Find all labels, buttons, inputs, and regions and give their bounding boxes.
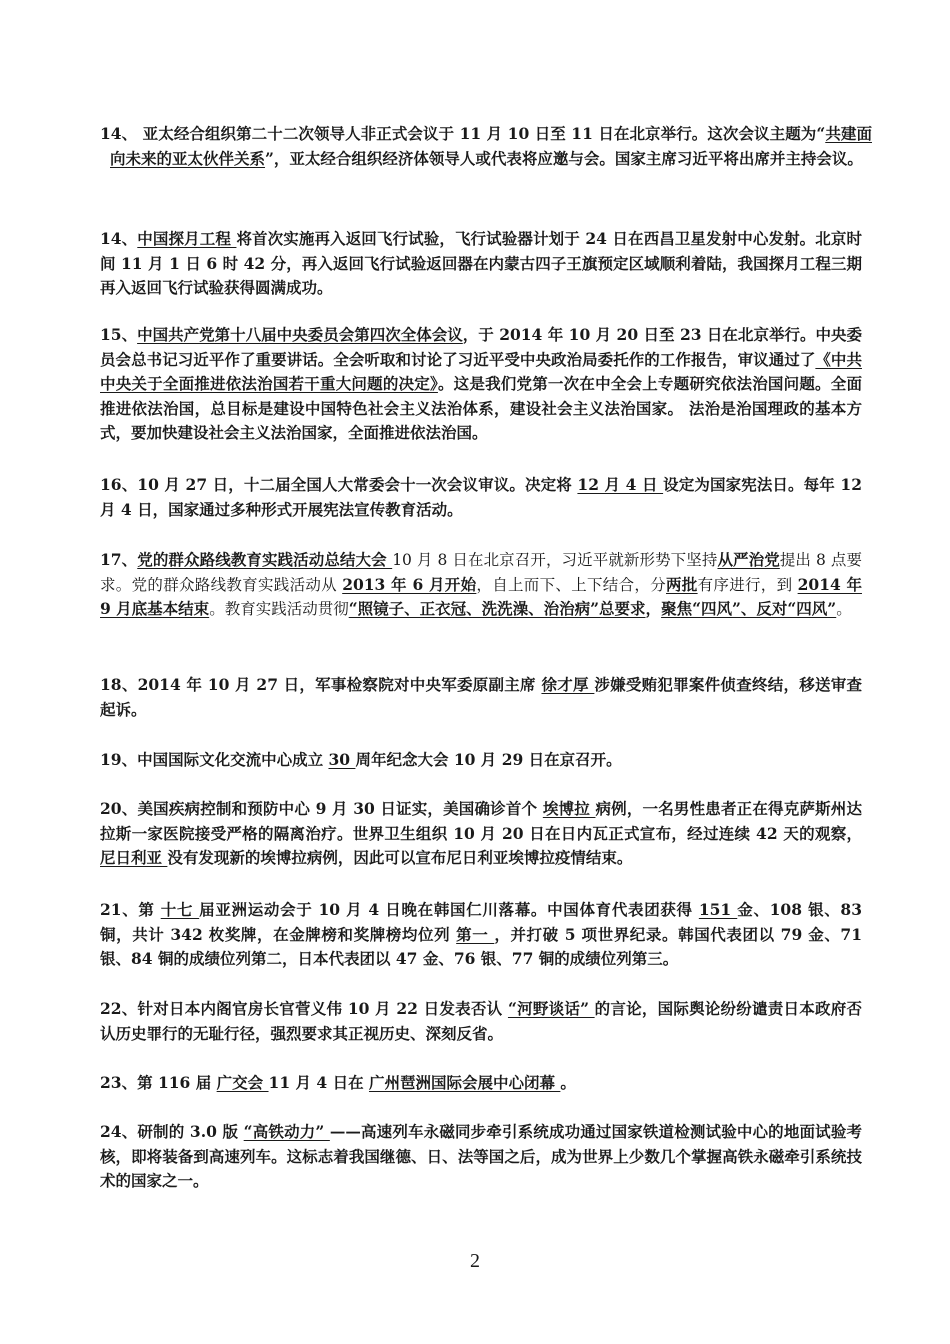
text-segment: 。 [560,1073,576,1092]
news-item-16 [100,473,862,522]
text-segment: 24、研制的 3.0 版 [100,1122,244,1141]
text-segment: ，自上而下、上下结合，分 [476,575,666,594]
text-segment: 周年纪念大会 10 月 29 日在京召开。 [355,750,622,769]
text-segment: 的言论，国际舆论纷纷谴责日本政府否认历史罪行的无耻行径，强烈要求其正视历史、深刻反省。 [100,999,862,1043]
underlined-answer: 广州琶洲国际会展中心闭幕 [368,1073,561,1092]
underlined-answer: 《中共中央关于全面推进依法治国若干重大问题的决定》 [100,349,862,393]
underlined-answer: 第一 [456,924,495,944]
news-item-24 [100,1120,862,1194]
underlined-answer: 聚焦“四风”、反对“四风” [661,599,837,618]
text-segment: 病例，一名男性患者正在得克萨斯州达拉斯一家医院接受严格的隔离治疗。世界卫生组织 10 月 20 日在日内瓦正式宣布，经过连续 42 天的观察， [100,799,862,843]
text-segment: 届亚洲运动会于 10 月 4 日晚在韩国仁川落幕。中国体育代表团获得 [199,900,699,919]
text-segment: ——高速列车永磁同步牵引系统成功通过国家铁道检测试验中心的地面试验考核，即将装备到高速列车。这标志着我国继德、日、法等国之后，成为世界上少数几个掌握高铁永磁牵引系统技术的国家之一。 [100,1122,862,1190]
text-segment: 22、针对日本内阁官房长官菅义伟 10 月 22 日发表否认 [100,999,508,1018]
news-item-14b [100,227,862,301]
underlined-answer: 十七 [160,900,200,919]
news-item-17 [100,548,862,622]
text-segment: 15、 [100,325,138,344]
underlined-answer: “照镜子、正衣冠、洗洗澡、治治病”总要求 [348,599,646,618]
news-item-15 [100,323,862,446]
text-segment: ， [645,599,662,618]
underlined-answer: “河野谈话” [507,999,595,1018]
underlined-answer: 12 月 4 日 [577,475,664,494]
text-segment: 有序进行，到 [697,575,798,594]
underlined-answer: 2014 年 9 月底基本结束 [100,574,862,618]
underlined-answer: 徐才厚 [541,675,595,694]
text-segment: 10 月 8 日在北京召开，习近平就新形势下坚持 [392,551,718,569]
text-segment: 提出 8 点要求。党的群众路线教育实践活动从 [100,551,862,594]
text-segment: ，于 2014 年 10 月 20 日至 23 日在北京举行。中央委员会总书记习近平作了重要讲话。全会听取和讨论了习近平受中央政治局委托作的工作报告，审议通过了 [100,325,862,369]
text-segment: 21、第 [100,900,161,919]
news-item-22 [100,997,862,1046]
underlined-answer: 党的群众路线教育实践活动总结大会 [137,550,393,569]
text-segment: 11 月 4 日在 [268,1073,369,1092]
text-segment: 。 [836,600,852,618]
underlined-answer: 埃博拉 [542,799,596,818]
underlined-answer: “高铁动力” [243,1122,330,1141]
underlined-answer: 从严治党 [717,550,780,569]
text-segment: 。教育实践活动贯彻 [209,600,349,618]
text-segment: 14、 [100,229,138,248]
text-segment: 23、第 116 届 [100,1073,217,1092]
underlined-answer: 中国探月工程 [137,229,237,248]
text-segment: 涉嫌受贿犯罪案件侦查终结，移送审查起诉。 [100,675,862,719]
news-item-14a [100,122,872,171]
text-segment: 。这是我们党第一次在中全会上专题研究依法治国问题。全面推进依法治国，总目标是建设中国特色社会主义法治体系，建设社会主义法治国家。 法治是治国理政的基本方式，要加快建设社会主义法治国家，全面推进依法治国。 [100,374,862,442]
text-segment: 金、108 银、83 铜，共计 342 枚奖牌，在金牌榜和奖牌榜均位列 [100,900,862,944]
underlined-answer: 151 [698,900,738,919]
text-segment: 17、 [100,550,138,569]
text-segment: 19、中国国际文化交流中心成立 [100,750,329,769]
page-number: 2 [470,1250,480,1272]
news-item-18 [100,673,862,722]
news-item-23 [100,1071,862,1096]
text-segment: 设定为国家宪法日。每年 12 月 4 日，国家通过多种形式开展宪法宣传教育活动。 [100,475,863,519]
underlined-answer: 共建面向未来的亚太伙伴关系 [110,124,872,168]
text-segment: 14、 亚太经合组织第二十二次领导人非正式会议于 11 月 10 日至 11 日在北京举行。这次会议主题为“ [100,124,826,143]
text-segment: ，并打破 5 项世界纪录。韩国代表团以 79 金、71 银、84 铜的成绩位列第二，日本代表团以 47 金、76 银、77 铜的成绩位列第三。 [100,924,862,968]
text-segment: 将首次实施再入返回飞行试验，飞行试验器计划于 24 日在西昌卫星发射中心发射。北京时间 11 月 1 日 6 时 42 分，再入返回飞行试验返回器在内蒙古四子王旗预定区域顺利着陆，我国探月工程三期再入返回飞行试验获得圆满成功。 [100,229,862,297]
text-segment: 没有发现新的埃博拉病例，因此可以宣布尼日利亚埃博拉疫情结束。 [167,848,633,867]
underlined-answer: 广交会 [216,1073,269,1092]
underlined-answer: 两批 [666,574,698,594]
underlined-answer: 中国共产党第十八届中央委员会第四次全体会议 [137,325,463,344]
news-item-19 [100,748,862,773]
underlined-answer: 2013 年 6 月开始 [342,574,477,594]
underlined-answer: 尼日利亚 [100,848,168,867]
text-segment: ”，亚太经合组织经济体领导人或代表将应邀与会。国家主席习近平将出席并主持会议。 [265,148,863,168]
news-item-20 [100,797,862,871]
news-item-21 [100,898,862,972]
underlined-answer: 30 [328,750,356,769]
text-segment: 18、2014 年 10 月 27 日，军事检察院对中央军委原副主席 [100,675,542,694]
text-segment: 20、美国疾病控制和预防中心 9 月 30 日证实，美国确诊首个 [100,799,543,818]
text-segment: 16、10 月 27 日，十二届全国人大常委会十一次会议审议。决定将 [100,475,578,494]
